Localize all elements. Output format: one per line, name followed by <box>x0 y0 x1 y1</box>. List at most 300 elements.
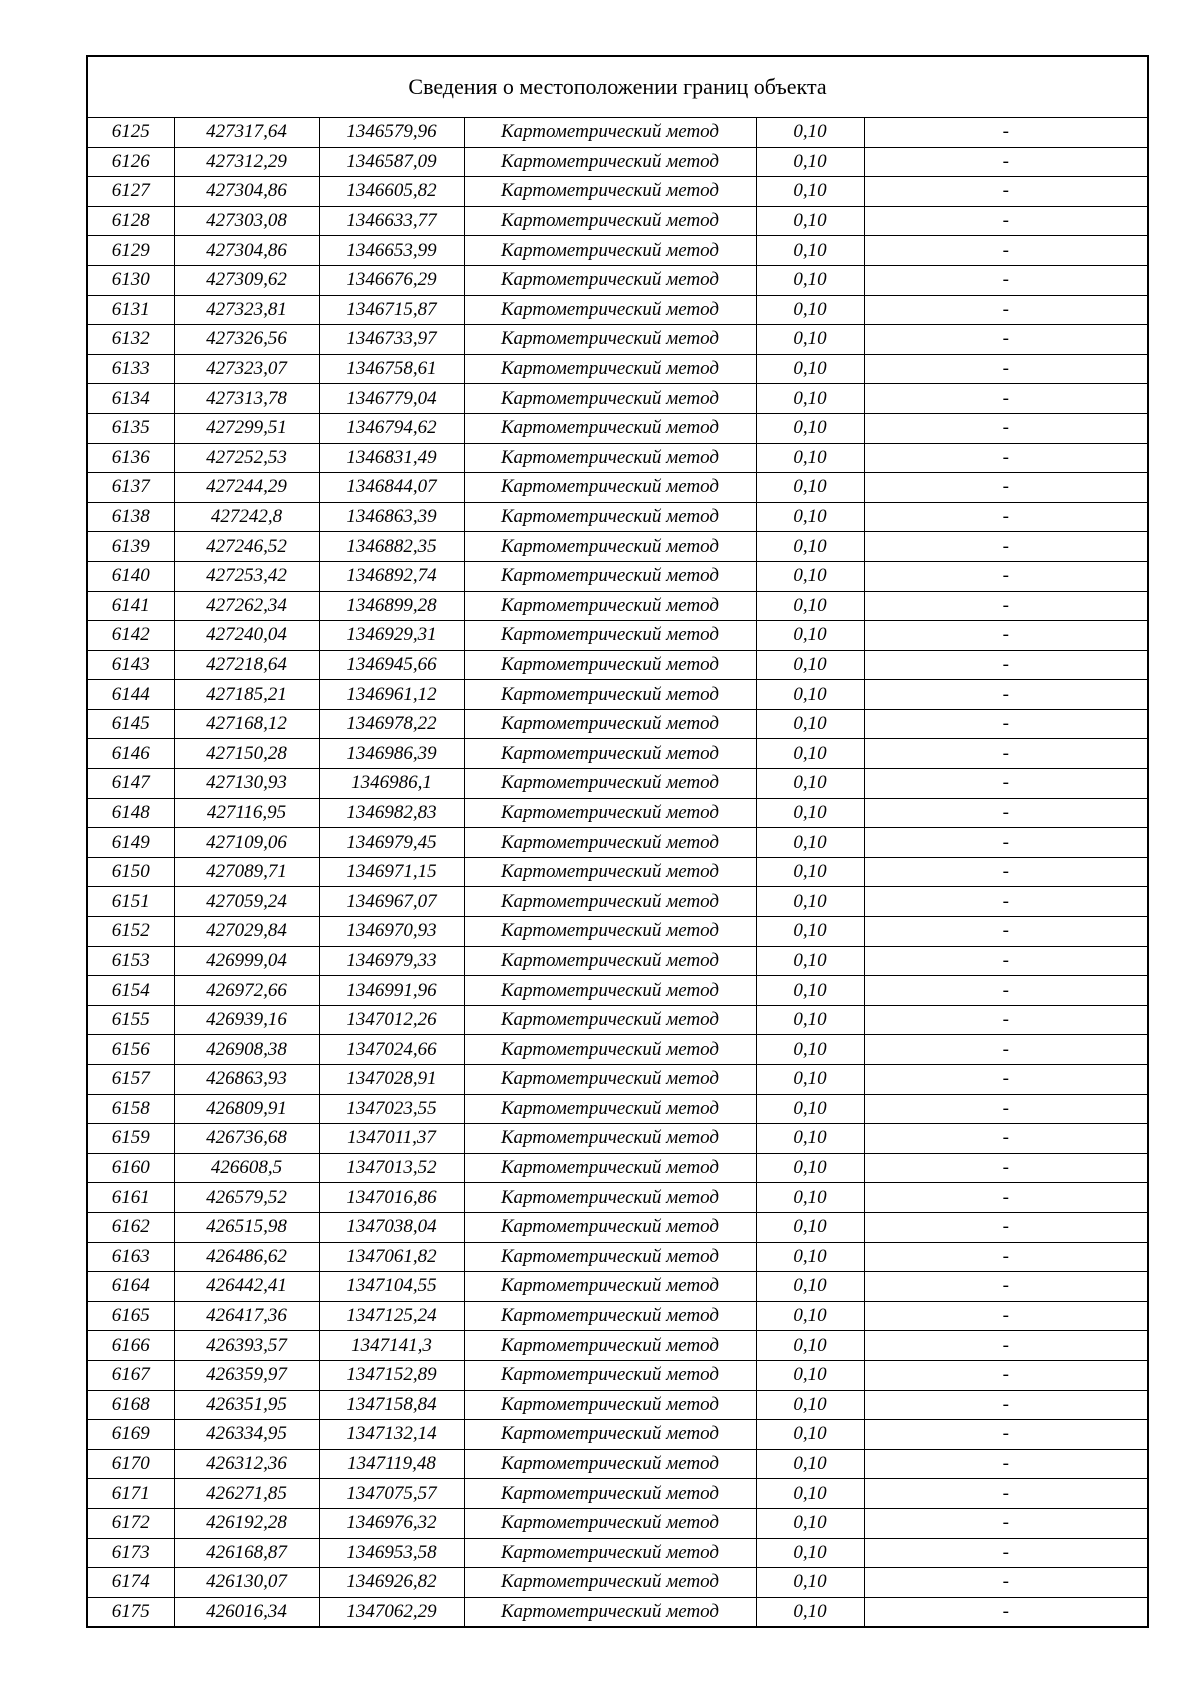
method-cell: Картометрический метод <box>464 1301 756 1331</box>
point-number-cell: 6127 <box>88 177 174 207</box>
point-number-cell: 6159 <box>88 1124 174 1154</box>
point-number-cell: 6133 <box>88 354 174 384</box>
y-coordinate-cell: 1347119,48 <box>319 1449 464 1479</box>
table-row <box>88 1272 1147 1302</box>
method-cell: Картометрический метод <box>464 561 756 591</box>
precision-cell: 0,10 <box>756 946 864 976</box>
method-cell: Картометрический метод <box>464 1094 756 1124</box>
point-number-cell: 6152 <box>88 917 174 947</box>
x-coordinate-cell: 427130,93 <box>174 769 319 799</box>
table-row <box>88 798 1147 828</box>
y-coordinate-cell: 1346967,07 <box>319 887 464 917</box>
description-cell: - <box>864 532 1147 562</box>
point-number-cell: 6163 <box>88 1242 174 1272</box>
method-cell: Картометрический метод <box>464 1272 756 1302</box>
x-coordinate-cell: 426312,36 <box>174 1449 319 1479</box>
precision-cell: 0,10 <box>756 532 864 562</box>
y-coordinate-cell: 1347132,14 <box>319 1420 464 1450</box>
precision-cell: 0,10 <box>756 354 864 384</box>
x-coordinate-cell: 427323,81 <box>174 295 319 325</box>
y-coordinate-cell: 1346863,39 <box>319 502 464 532</box>
table-row <box>88 295 1147 325</box>
y-coordinate-cell: 1347023,55 <box>319 1094 464 1124</box>
y-coordinate-cell: 1346991,96 <box>319 976 464 1006</box>
table-row <box>88 1449 1147 1479</box>
description-cell: - <box>864 857 1147 887</box>
precision-cell: 0,10 <box>756 1508 864 1538</box>
precision-cell: 0,10 <box>756 917 864 947</box>
precision-cell: 0,10 <box>756 147 864 177</box>
method-cell: Картометрический метод <box>464 828 756 858</box>
x-coordinate-cell: 426351,95 <box>174 1390 319 1420</box>
x-coordinate-cell: 426271,85 <box>174 1479 319 1509</box>
x-coordinate-cell: 426334,95 <box>174 1420 319 1450</box>
method-cell: Картометрический метод <box>464 621 756 651</box>
description-cell: - <box>864 147 1147 177</box>
precision-cell: 0,10 <box>756 887 864 917</box>
table-row <box>88 236 1147 266</box>
method-cell: Картометрический метод <box>464 1360 756 1390</box>
x-coordinate-cell: 426939,16 <box>174 1005 319 1035</box>
description-cell: - <box>864 118 1147 147</box>
x-coordinate-cell: 427218,64 <box>174 650 319 680</box>
y-coordinate-cell: 1346971,15 <box>319 857 464 887</box>
description-cell: - <box>864 1568 1147 1598</box>
y-coordinate-cell: 1346733,97 <box>319 325 464 355</box>
point-number-cell: 6153 <box>88 946 174 976</box>
table-row <box>88 1420 1147 1450</box>
point-number-cell: 6139 <box>88 532 174 562</box>
y-coordinate-cell: 1346945,66 <box>319 650 464 680</box>
method-cell: Картометрический метод <box>464 265 756 295</box>
point-number-cell: 6145 <box>88 709 174 739</box>
method-cell: Картометрический метод <box>464 502 756 532</box>
y-coordinate-cell: 1346970,93 <box>319 917 464 947</box>
description-cell: - <box>864 413 1147 443</box>
method-cell: Картометрический метод <box>464 384 756 414</box>
x-coordinate-cell: 427244,29 <box>174 473 319 503</box>
x-coordinate-cell: 426486,62 <box>174 1242 319 1272</box>
table-row <box>88 769 1147 799</box>
method-cell: Картометрический метод <box>464 1508 756 1538</box>
y-coordinate-cell: 1346882,35 <box>319 532 464 562</box>
y-coordinate-cell: 1346844,07 <box>319 473 464 503</box>
precision-cell: 0,10 <box>756 206 864 236</box>
point-number-cell: 6134 <box>88 384 174 414</box>
x-coordinate-cell: 426130,07 <box>174 1568 319 1598</box>
description-cell: - <box>864 325 1147 355</box>
table-row <box>88 1301 1147 1331</box>
precision-cell: 0,10 <box>756 1124 864 1154</box>
method-cell: Картометрический метод <box>464 473 756 503</box>
description-cell: - <box>864 591 1147 621</box>
x-coordinate-cell: 427312,29 <box>174 147 319 177</box>
table-row <box>88 1035 1147 1065</box>
table-row <box>88 1390 1147 1420</box>
description-cell: - <box>864 1390 1147 1420</box>
description-cell: - <box>864 1005 1147 1035</box>
y-coordinate-cell: 1347062,29 <box>319 1597 464 1626</box>
y-coordinate-cell: 1346978,22 <box>319 709 464 739</box>
table-row <box>88 325 1147 355</box>
description-cell: - <box>864 1124 1147 1154</box>
table-row <box>88 413 1147 443</box>
table-row <box>88 1331 1147 1361</box>
y-coordinate-cell: 1347011,37 <box>319 1124 464 1154</box>
point-number-cell: 6137 <box>88 473 174 503</box>
method-cell: Картометрический метод <box>464 443 756 473</box>
y-coordinate-cell: 1346831,49 <box>319 443 464 473</box>
precision-cell: 0,10 <box>756 265 864 295</box>
description-cell: - <box>864 887 1147 917</box>
precision-cell: 0,10 <box>756 1538 864 1568</box>
x-coordinate-cell: 427242,8 <box>174 502 319 532</box>
precision-cell: 0,10 <box>756 561 864 591</box>
table-row <box>88 1153 1147 1183</box>
point-number-cell: 6146 <box>88 739 174 769</box>
description-cell: - <box>864 1360 1147 1390</box>
y-coordinate-cell: 1347141,3 <box>319 1331 464 1361</box>
method-cell: Картометрический метод <box>464 236 756 266</box>
table-row <box>88 887 1147 917</box>
x-coordinate-cell: 426579,52 <box>174 1183 319 1213</box>
method-cell: Картометрический метод <box>464 1390 756 1420</box>
table-row <box>88 857 1147 887</box>
description-cell: - <box>864 798 1147 828</box>
y-coordinate-cell: 1346633,77 <box>319 206 464 236</box>
description-cell: - <box>864 650 1147 680</box>
method-cell: Картометрический метод <box>464 739 756 769</box>
method-cell: Картометрический метод <box>464 1242 756 1272</box>
precision-cell: 0,10 <box>756 1301 864 1331</box>
description-cell: - <box>864 265 1147 295</box>
method-cell: Картометрический метод <box>464 591 756 621</box>
table-row <box>88 1124 1147 1154</box>
precision-cell: 0,10 <box>756 325 864 355</box>
description-cell: - <box>864 354 1147 384</box>
precision-cell: 0,10 <box>756 1005 864 1035</box>
description-cell: - <box>864 1094 1147 1124</box>
point-number-cell: 6171 <box>88 1479 174 1509</box>
table-row <box>88 1568 1147 1598</box>
point-number-cell: 6149 <box>88 828 174 858</box>
precision-cell: 0,10 <box>756 769 864 799</box>
precision-cell: 0,10 <box>756 118 864 147</box>
point-number-cell: 6170 <box>88 1449 174 1479</box>
table-row <box>88 739 1147 769</box>
y-coordinate-cell: 1346979,33 <box>319 946 464 976</box>
method-cell: Картометрический метод <box>464 1212 756 1242</box>
method-cell: Картометрический метод <box>464 650 756 680</box>
precision-cell: 0,10 <box>756 177 864 207</box>
precision-cell: 0,10 <box>756 1272 864 1302</box>
table-row <box>88 1360 1147 1390</box>
table-row <box>88 1212 1147 1242</box>
method-cell: Картометрический метод <box>464 709 756 739</box>
x-coordinate-cell: 427303,08 <box>174 206 319 236</box>
table-row <box>88 828 1147 858</box>
table-row <box>88 502 1147 532</box>
table-row <box>88 1508 1147 1538</box>
precision-cell: 0,10 <box>756 650 864 680</box>
precision-cell: 0,10 <box>756 473 864 503</box>
y-coordinate-cell: 1346929,31 <box>319 621 464 651</box>
x-coordinate-cell: 426168,87 <box>174 1538 319 1568</box>
description-cell: - <box>864 709 1147 739</box>
precision-cell: 0,10 <box>756 1420 864 1450</box>
y-coordinate-cell: 1346587,09 <box>319 147 464 177</box>
document-title: Сведения о местоположении границ объекта <box>88 57 1147 118</box>
point-number-cell: 6142 <box>88 621 174 651</box>
table-row <box>88 147 1147 177</box>
point-number-cell: 6148 <box>88 798 174 828</box>
y-coordinate-cell: 1346976,32 <box>319 1508 464 1538</box>
point-number-cell: 6147 <box>88 769 174 799</box>
table-row <box>88 384 1147 414</box>
x-coordinate-cell: 427253,42 <box>174 561 319 591</box>
x-coordinate-cell: 427304,86 <box>174 177 319 207</box>
method-cell: Картометрический метод <box>464 325 756 355</box>
precision-cell: 0,10 <box>756 1242 864 1272</box>
point-number-cell: 6169 <box>88 1420 174 1450</box>
y-coordinate-cell: 1346758,61 <box>319 354 464 384</box>
x-coordinate-cell: 427262,34 <box>174 591 319 621</box>
y-coordinate-cell: 1346926,82 <box>319 1568 464 1598</box>
precision-cell: 0,10 <box>756 591 864 621</box>
description-cell: - <box>864 1242 1147 1272</box>
precision-cell: 0,10 <box>756 1183 864 1213</box>
x-coordinate-cell: 426016,34 <box>174 1597 319 1626</box>
method-cell: Картометрический метод <box>464 1538 756 1568</box>
description-cell: - <box>864 739 1147 769</box>
x-coordinate-cell: 426863,93 <box>174 1065 319 1095</box>
y-coordinate-cell: 1347013,52 <box>319 1153 464 1183</box>
point-number-cell: 6157 <box>88 1065 174 1095</box>
point-number-cell: 6132 <box>88 325 174 355</box>
point-number-cell: 6125 <box>88 118 174 147</box>
method-cell: Картометрический метод <box>464 680 756 710</box>
method-cell: Картометрический метод <box>464 1568 756 1598</box>
table-row <box>88 1538 1147 1568</box>
method-cell: Картометрический метод <box>464 1035 756 1065</box>
method-cell: Картометрический метод <box>464 1124 756 1154</box>
method-cell: Картометрический метод <box>464 946 756 976</box>
x-coordinate-cell: 427246,52 <box>174 532 319 562</box>
table-row <box>88 561 1147 591</box>
point-number-cell: 6172 <box>88 1508 174 1538</box>
method-cell: Картометрический метод <box>464 769 756 799</box>
point-number-cell: 6162 <box>88 1212 174 1242</box>
description-cell: - <box>864 443 1147 473</box>
x-coordinate-cell: 427185,21 <box>174 680 319 710</box>
y-coordinate-cell: 1346979,45 <box>319 828 464 858</box>
table-row <box>88 532 1147 562</box>
precision-cell: 0,10 <box>756 1597 864 1626</box>
y-coordinate-cell: 1347012,26 <box>319 1005 464 1035</box>
method-cell: Картометрический метод <box>464 1479 756 1509</box>
point-number-cell: 6167 <box>88 1360 174 1390</box>
description-cell: - <box>864 177 1147 207</box>
method-cell: Картометрический метод <box>464 118 756 147</box>
point-number-cell: 6154 <box>88 976 174 1006</box>
point-number-cell: 6126 <box>88 147 174 177</box>
point-number-cell: 6138 <box>88 502 174 532</box>
point-number-cell: 6129 <box>88 236 174 266</box>
x-coordinate-cell: 427029,84 <box>174 917 319 947</box>
method-cell: Картометрический метод <box>464 1331 756 1361</box>
precision-cell: 0,10 <box>756 1568 864 1598</box>
x-coordinate-cell: 427109,06 <box>174 828 319 858</box>
precision-cell: 0,10 <box>756 976 864 1006</box>
table-body <box>88 118 1147 1626</box>
point-number-cell: 6150 <box>88 857 174 887</box>
y-coordinate-cell: 1347016,86 <box>319 1183 464 1213</box>
description-cell: - <box>864 502 1147 532</box>
y-coordinate-cell: 1347125,24 <box>319 1301 464 1331</box>
table-row <box>88 177 1147 207</box>
point-number-cell: 6166 <box>88 1331 174 1361</box>
description-cell: - <box>864 1479 1147 1509</box>
y-coordinate-cell: 1346892,74 <box>319 561 464 591</box>
method-cell: Картометрический метод <box>464 1597 756 1626</box>
x-coordinate-cell: 426908,38 <box>174 1035 319 1065</box>
boundary-table <box>88 118 1147 1626</box>
table-row <box>88 946 1147 976</box>
document-sheet <box>86 55 1149 1628</box>
description-cell: - <box>864 946 1147 976</box>
description-cell: - <box>864 1212 1147 1242</box>
precision-cell: 0,10 <box>756 295 864 325</box>
x-coordinate-cell: 426972,66 <box>174 976 319 1006</box>
precision-cell: 0,10 <box>756 1094 864 1124</box>
description-cell: - <box>864 1065 1147 1095</box>
table-row <box>88 650 1147 680</box>
x-coordinate-cell: 427059,24 <box>174 887 319 917</box>
description-cell: - <box>864 976 1147 1006</box>
description-cell: - <box>864 1183 1147 1213</box>
description-cell: - <box>864 473 1147 503</box>
precision-cell: 0,10 <box>756 413 864 443</box>
x-coordinate-cell: 427168,12 <box>174 709 319 739</box>
y-coordinate-cell: 1346986,1 <box>319 769 464 799</box>
description-cell: - <box>864 680 1147 710</box>
method-cell: Картометрический метод <box>464 887 756 917</box>
precision-cell: 0,10 <box>756 1331 864 1361</box>
precision-cell: 0,10 <box>756 709 864 739</box>
y-coordinate-cell: 1346899,28 <box>319 591 464 621</box>
x-coordinate-cell: 426393,57 <box>174 1331 319 1361</box>
precision-cell: 0,10 <box>756 680 864 710</box>
description-cell: - <box>864 917 1147 947</box>
precision-cell: 0,10 <box>756 828 864 858</box>
table-row <box>88 1094 1147 1124</box>
table-row <box>88 1183 1147 1213</box>
precision-cell: 0,10 <box>756 621 864 651</box>
table-row <box>88 473 1147 503</box>
x-coordinate-cell: 426515,98 <box>174 1212 319 1242</box>
y-coordinate-cell: 1346986,39 <box>319 739 464 769</box>
precision-cell: 0,10 <box>756 739 864 769</box>
point-number-cell: 6144 <box>88 680 174 710</box>
y-coordinate-cell: 1346779,04 <box>319 384 464 414</box>
method-cell: Картометрический метод <box>464 1065 756 1095</box>
y-coordinate-cell: 1347024,66 <box>319 1035 464 1065</box>
x-coordinate-cell: 426442,41 <box>174 1272 319 1302</box>
precision-cell: 0,10 <box>756 1479 864 1509</box>
x-coordinate-cell: 426417,36 <box>174 1301 319 1331</box>
y-coordinate-cell: 1346961,12 <box>319 680 464 710</box>
x-coordinate-cell: 427252,53 <box>174 443 319 473</box>
point-number-cell: 6140 <box>88 561 174 591</box>
precision-cell: 0,10 <box>756 1449 864 1479</box>
y-coordinate-cell: 1347061,82 <box>319 1242 464 1272</box>
point-number-cell: 6165 <box>88 1301 174 1331</box>
table-row <box>88 1597 1147 1626</box>
x-coordinate-cell: 427326,56 <box>174 325 319 355</box>
table-row <box>88 354 1147 384</box>
table-row <box>88 118 1147 147</box>
point-number-cell: 6160 <box>88 1153 174 1183</box>
x-coordinate-cell: 427240,04 <box>174 621 319 651</box>
y-coordinate-cell: 1347075,57 <box>319 1479 464 1509</box>
x-coordinate-cell: 426192,28 <box>174 1508 319 1538</box>
table-row <box>88 680 1147 710</box>
table-row <box>88 709 1147 739</box>
x-coordinate-cell: 427150,28 <box>174 739 319 769</box>
method-cell: Картометрический метод <box>464 1005 756 1035</box>
y-coordinate-cell: 1346715,87 <box>319 295 464 325</box>
point-number-cell: 6175 <box>88 1597 174 1626</box>
point-number-cell: 6174 <box>88 1568 174 1598</box>
x-coordinate-cell: 427323,07 <box>174 354 319 384</box>
table-row <box>88 976 1147 1006</box>
y-coordinate-cell: 1346579,96 <box>319 118 464 147</box>
point-number-cell: 6161 <box>88 1183 174 1213</box>
description-cell: - <box>864 1301 1147 1331</box>
description-cell: - <box>864 1331 1147 1361</box>
method-cell: Картометрический метод <box>464 798 756 828</box>
method-cell: Картометрический метод <box>464 177 756 207</box>
precision-cell: 0,10 <box>756 857 864 887</box>
method-cell: Картометрический метод <box>464 1449 756 1479</box>
method-cell: Картометрический метод <box>464 354 756 384</box>
precision-cell: 0,10 <box>756 502 864 532</box>
table-row <box>88 1479 1147 1509</box>
method-cell: Картометрический метод <box>464 206 756 236</box>
description-cell: - <box>864 621 1147 651</box>
x-coordinate-cell: 426809,91 <box>174 1094 319 1124</box>
table-row <box>88 206 1147 236</box>
point-number-cell: 6155 <box>88 1005 174 1035</box>
description-cell: - <box>1002 1600 1009 1622</box>
point-number-cell: 6164 <box>88 1272 174 1302</box>
method-cell: Картометрический метод <box>464 1420 756 1450</box>
point-number-cell: 6135 <box>88 413 174 443</box>
precision-cell: 0,10 <box>756 1153 864 1183</box>
point-number-cell: 6131 <box>88 295 174 325</box>
x-coordinate-cell: 427313,78 <box>174 384 319 414</box>
method-cell: Картометрический метод <box>464 857 756 887</box>
description-cell: - <box>864 561 1147 591</box>
precision-cell: 0,10 <box>756 1212 864 1242</box>
table-row <box>88 443 1147 473</box>
method-cell: Картометрический метод <box>464 147 756 177</box>
precision-cell: 0,10 <box>756 1390 864 1420</box>
description-cell: - <box>864 1153 1147 1183</box>
y-coordinate-cell: 1346953,58 <box>319 1538 464 1568</box>
precision-cell: 0,10 <box>756 236 864 266</box>
y-coordinate-cell: 1346676,29 <box>319 265 464 295</box>
